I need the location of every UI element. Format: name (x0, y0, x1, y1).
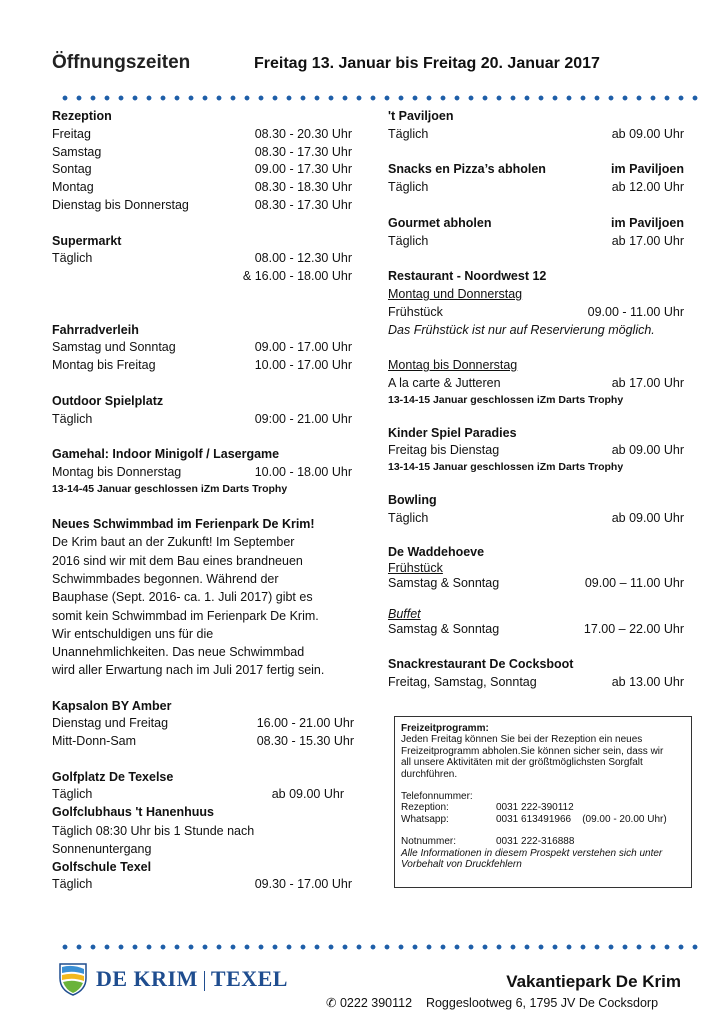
day-label: Samstag & Sonntag (388, 622, 500, 637)
time-value: ab 09.00 Uhr (611, 126, 684, 141)
subheading: Montag und Donnerstag (388, 286, 523, 301)
time-value: ab 09.00 Uhr (611, 510, 684, 525)
phone-number: 0031 613491966 (09.00 - 20.00 Uhr) (496, 813, 667, 825)
heading-text: Gourmet abholen (388, 215, 492, 230)
day-label: Sontag (52, 162, 92, 177)
info-box-heading: Freizeitprogramm: (401, 723, 489, 734)
phone-label: Whatsapp: (401, 813, 449, 825)
phone-row-whatsapp (401, 814, 685, 825)
closure-note: 13-14-15 Januar geschlossen iZm Darts Trophy (388, 461, 624, 474)
day-label: Täglich (388, 233, 429, 248)
day-label: Freitag (52, 126, 91, 141)
time-value: 08.30 - 17.30 Uhr (254, 197, 352, 212)
paragraph-line: Bauphase (Sept. 2016- ca. 1. Juli 2017) gibt es (52, 590, 313, 605)
day-label: Täglich (388, 510, 429, 525)
location-text: im Paviljoen (611, 162, 684, 177)
section-heading-golfplatz: Golfplatz De Texelse (52, 769, 174, 784)
date-range-subtitle: Freitag 13. Januar bis Freitag 20. Januar 2017 (254, 55, 600, 72)
de-krim-texel-logo (58, 962, 288, 996)
left-column (52, 108, 352, 894)
info-line: all unsere Aktivitäten mit der größtmöglichsten Sorgfalt (401, 757, 643, 769)
time-value: ab 09.00 Uhr (611, 443, 684, 458)
phone-row-rezeption (401, 802, 685, 813)
section-heading-waddehoeve: De Waddehoeve (388, 545, 485, 560)
section-heading-snacks (388, 161, 684, 179)
day-label: Täglich (52, 877, 93, 892)
hours-row (388, 179, 684, 197)
time-value: 16.00 - 21.00 Uhr (256, 716, 354, 731)
info-box (394, 716, 692, 888)
time-value: 09.30 - 17.00 Uhr (254, 877, 352, 892)
day-label: Dienstag bis Donnerstag (52, 197, 189, 212)
day-label: Montag (52, 180, 94, 195)
logo-wordmark (96, 966, 288, 992)
paragraph-line: Sonnenuntergang (52, 842, 152, 857)
footer-address: Roggeslootweg 6, 1795 JV De Cocksdorp (425, 996, 659, 1010)
section-heading-rezeption: Rezeption (52, 109, 112, 123)
section-heading-gamehal: Gamehal: Indoor Minigolf / Lasergame (52, 447, 280, 462)
time-value: 17.00 – 22.00 Uhr (583, 622, 684, 637)
hours-row (52, 250, 352, 268)
time-value: 08.00 - 12.30 Uhr (254, 251, 352, 266)
phone-row-notnummer (401, 836, 685, 847)
time-value: 09.00 - 11.00 Uhr (587, 304, 684, 319)
section-heading-restaurant: Restaurant - Noordwest 12 (388, 269, 547, 284)
park-name: Vakantiepark De Krim (506, 972, 681, 991)
hours-row (388, 233, 684, 251)
phone-number: 0031 222-390112 (496, 802, 574, 814)
day-label: Montag bis Freitag (52, 358, 156, 373)
location-text: im Paviljoen (611, 215, 684, 230)
paragraph-line: Unannehmlichkeiten. Das neue Schwimmbad (52, 645, 305, 660)
hours-row (52, 733, 354, 751)
time-value: 08.30 - 15.30 Uhr (256, 734, 354, 749)
dotted-divider-top (58, 95, 705, 101)
day-label: Freitag, Samstag, Sonntag (388, 674, 537, 689)
hours-row (388, 375, 684, 393)
paragraph-line: Wir entschuldigen uns für die (52, 626, 214, 641)
hours-row (388, 510, 684, 528)
subheading: Frühstück (388, 560, 443, 575)
time-value: ab 17.00 Uhr (611, 375, 684, 390)
section-heading-supermarkt: Supermarkt (52, 233, 122, 248)
day-label: A la carte & Jutteren (388, 375, 501, 390)
dotted-divider-bottom (58, 944, 705, 950)
time-value: 08.30 - 17.30 Uhr (254, 144, 352, 159)
hours-row (388, 442, 684, 460)
day-label: Mitt-Donn-Sam (52, 734, 137, 749)
day-label: Täglich (52, 251, 93, 266)
day-label: Montag bis Donnerstag (52, 464, 182, 479)
day-label: Täglich (388, 180, 429, 195)
subheading: Buffet (388, 606, 421, 621)
hours-row (52, 715, 354, 733)
section-heading-schwimmbad: Neues Schwimmbad im Ferienpark De Krim! (52, 516, 315, 531)
info-line: durchführen. (401, 768, 458, 780)
day-label: Samstag & Sonntag (388, 576, 500, 591)
time-value: 08.30 - 20.30 Uhr (254, 126, 352, 141)
section-heading-kinder: Kinder Spiel Paradies (388, 425, 517, 440)
time-value: ab 09.00 Uhr (271, 787, 344, 802)
logo-text-left: DE KRIM (96, 966, 198, 991)
time-value: 10.00 - 17.00 Uhr (254, 358, 352, 373)
day-label: Täglich (52, 787, 93, 802)
hours-row (52, 268, 352, 286)
phone-heading: Telefonnummer: (401, 791, 473, 803)
hours-row (52, 179, 352, 197)
hours-row (52, 197, 352, 215)
section-heading-bowling: Bowling (388, 492, 437, 507)
time-value: 10.00 - 18.00 Uhr (254, 464, 352, 479)
footer-phone: 0222 390112 (339, 996, 413, 1010)
disclaimer-line: Alle Informationen in diesem Prospekt verstehen sich unter (401, 847, 663, 859)
hours-row (388, 622, 684, 638)
section-heading-golfclubhaus: Golfclubhaus 't Hanenhuus (52, 805, 215, 820)
disclaimer-line: Vorbehalt von Druckfehlern (401, 859, 522, 871)
info-line: Freizeitprogramm abholen.Sie können sicher sein, dass wir (401, 745, 664, 757)
day-label: Frühstück (388, 304, 443, 319)
day-label: Samstag (52, 144, 102, 159)
hours-row (52, 126, 352, 144)
time-value: 09:00 - 21.00 Uhr (254, 411, 352, 426)
time-value: ab 13.00 Uhr (611, 674, 684, 689)
phone-number: 0031 222-316888 (496, 836, 575, 848)
paragraph-line: wird aller Erwartung nach im Juli 2017 fertig sein. (52, 663, 325, 678)
section-heading-golfschule: Golfschule Texel (52, 859, 152, 874)
time-value: 09.00 - 17.00 Uhr (254, 340, 352, 355)
hours-row (52, 357, 352, 375)
day-label: Dienstag und Freitag (52, 716, 169, 731)
hours-row (52, 876, 352, 894)
info-line: Jeden Freitag können Sie bei der Rezeption ein neues (401, 734, 643, 746)
section-heading-gourmet (388, 215, 684, 233)
paragraph-line: somit kein Schwimmbad im Ferienpark De Krim. (52, 608, 319, 623)
section-heading-paviljoen: 't Paviljoen (388, 109, 454, 123)
hours-row (388, 126, 684, 144)
phone-icon: ✆ (326, 996, 337, 1010)
waddehoeve-block (388, 545, 684, 638)
logo-text-right: TEXEL (210, 966, 288, 991)
section-heading-kapsalon: Kapsalon BY Amber (52, 698, 172, 713)
heading-text: Snacks en Pizza’s abholen (388, 162, 546, 177)
hours-row (52, 786, 344, 804)
section-heading-fahrradverleih: Fahrradverleih (52, 322, 139, 337)
hours-row (52, 411, 352, 429)
paragraph-line: 2016 sind wir mit dem Bau eines brandneuen (52, 553, 303, 568)
time-value: ab 12.00 Uhr (611, 180, 684, 195)
phone-label: Rezeption: (401, 802, 449, 814)
hours-row (52, 339, 352, 357)
hours-row (388, 674, 684, 692)
hours-row (52, 144, 352, 162)
paragraph-line: Schwimmbades begonnen. Während der (52, 571, 279, 586)
time-value: & 16.00 - 18.00 Uhr (242, 269, 352, 284)
time-value: 08.30 - 18.30 Uhr (254, 180, 352, 195)
right-column (388, 108, 684, 691)
closure-note: 13-14-15 Januar geschlossen iZm Darts Trophy (388, 393, 624, 406)
hours-row (52, 161, 352, 179)
hours-row (388, 576, 684, 592)
section-heading-outdoor: Outdoor Spielplatz (52, 393, 164, 408)
closure-note: 13-14-45 Januar geschlossen iZm Darts Trophy (52, 482, 288, 495)
hours-row (388, 304, 684, 322)
contact-line (326, 995, 658, 1010)
day-label: Täglich (388, 126, 429, 141)
shield-logo-icon (58, 962, 88, 996)
subheading: Montag bis Donnerstag (388, 358, 518, 373)
section-heading-cocksboot: Snackrestaurant De Cocksboot (388, 656, 574, 671)
paragraph-line: De Krim baut an der Zukunft! Im September (52, 535, 295, 550)
time-value: ab 17.00 Uhr (611, 233, 684, 248)
hours-row (52, 464, 352, 482)
time-value: 09.00 – 11.00 Uhr (584, 576, 684, 591)
time-value: 09.00 - 17.30 Uhr (254, 162, 352, 177)
phone-label: Notnummer: (401, 836, 457, 848)
paragraph-line: Täglich 08:30 Uhr bis 1 Stunde nach (52, 824, 255, 839)
reservation-note: Das Frühstück ist nur auf Reservierung möglich. (388, 322, 655, 337)
day-label: Freitag bis Dienstag (388, 443, 500, 458)
page-title: Öffnungszeiten (52, 52, 191, 73)
day-label: Samstag und Sonntag (52, 340, 176, 355)
day-label: Täglich (52, 411, 93, 426)
